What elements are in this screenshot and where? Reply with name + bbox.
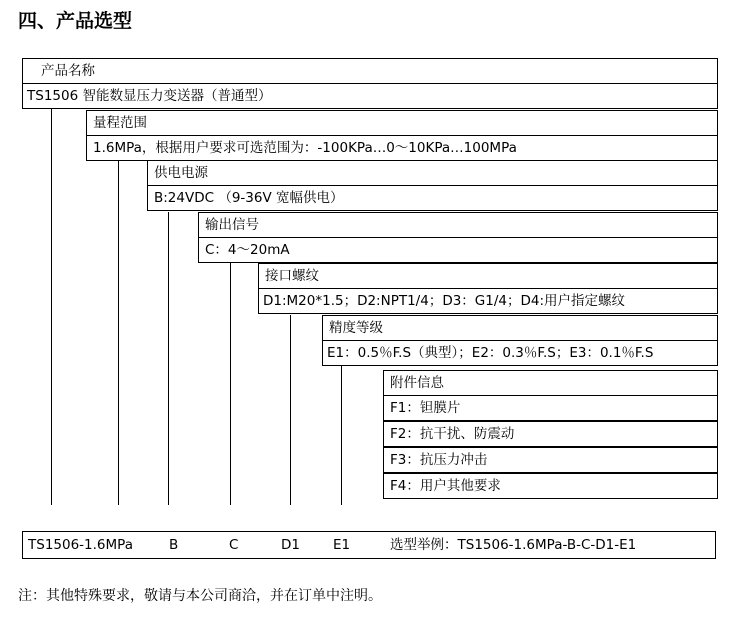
accessory-item	[383, 447, 718, 473]
range-label: 量程范围	[93, 115, 147, 131]
accessory-f4: F4：用户其他要求	[390, 478, 501, 494]
model-code-row	[22, 531, 716, 559]
code-e: E1	[333, 537, 351, 553]
accessory-item	[383, 395, 718, 421]
product-name-label-row	[22, 58, 718, 84]
selection-example: 选型举例：TS1506-1.6MPa-B-C-D1-E1	[390, 537, 637, 553]
connector-line	[51, 109, 52, 505]
accessory-f2: F2：抗干扰、防震动	[390, 426, 515, 442]
connector-line	[168, 212, 169, 505]
thread-label: 接口螺纹	[265, 268, 319, 284]
output-value-row	[198, 237, 718, 263]
accuracy-label: 精度等级	[329, 320, 383, 336]
accessory-f3: F3：抗压力冲击	[390, 452, 488, 468]
thread-value-row	[258, 288, 718, 314]
accessory-f1: F1：钽膜片	[390, 400, 461, 416]
range-label-row	[86, 110, 718, 136]
power-value: B:24VDC （9-36V 宽幅供电）	[154, 190, 344, 206]
range-value-row	[86, 135, 718, 161]
power-label: 供电电源	[154, 165, 208, 181]
thread-label-row	[258, 263, 718, 289]
thread-value: D1:M20*1.5；D2:NPT1/4；D3：G1/4；D4:用户指定螺纹	[263, 293, 626, 309]
code-d: D1	[281, 537, 300, 553]
output-value: C：4～20mA	[205, 242, 290, 258]
section-heading: 四、产品选型	[18, 10, 133, 32]
connector-line	[290, 315, 291, 505]
footnote: 注：其他特殊要求，敬请与本公司商洽，并在订单中注明。	[18, 588, 382, 604]
power-label-row	[147, 160, 718, 186]
output-label-row	[198, 212, 718, 238]
accuracy-label-row	[322, 315, 718, 341]
connector-line	[341, 366, 342, 505]
connector-line	[118, 160, 119, 505]
range-value: 1.6MPa，根据用户要求可选范围为：-100KPa…0～10KPa…100MPa	[93, 140, 517, 156]
accuracy-value-row	[322, 340, 718, 366]
accuracy-value: E1：0.5％F.S（典型）；E2：0.3％F.S；E3：0.1％F.S	[327, 345, 654, 361]
output-label: 输出信号	[205, 217, 259, 233]
product-name-value: TS1506 智能数显压力变送器（普通型）	[27, 88, 272, 104]
accessories-label-row	[383, 370, 718, 396]
code-b: B	[169, 537, 179, 553]
connector-line	[230, 263, 231, 505]
code-model: TS1506-1.6MPa	[28, 537, 133, 553]
accessory-item	[383, 421, 718, 447]
accessory-item	[383, 473, 718, 499]
code-c: C	[229, 537, 239, 553]
power-value-row	[147, 185, 718, 211]
product-name-label: 产品名称	[41, 63, 95, 79]
accessories-label: 附件信息	[390, 375, 444, 391]
product-name-value-row	[22, 83, 718, 109]
